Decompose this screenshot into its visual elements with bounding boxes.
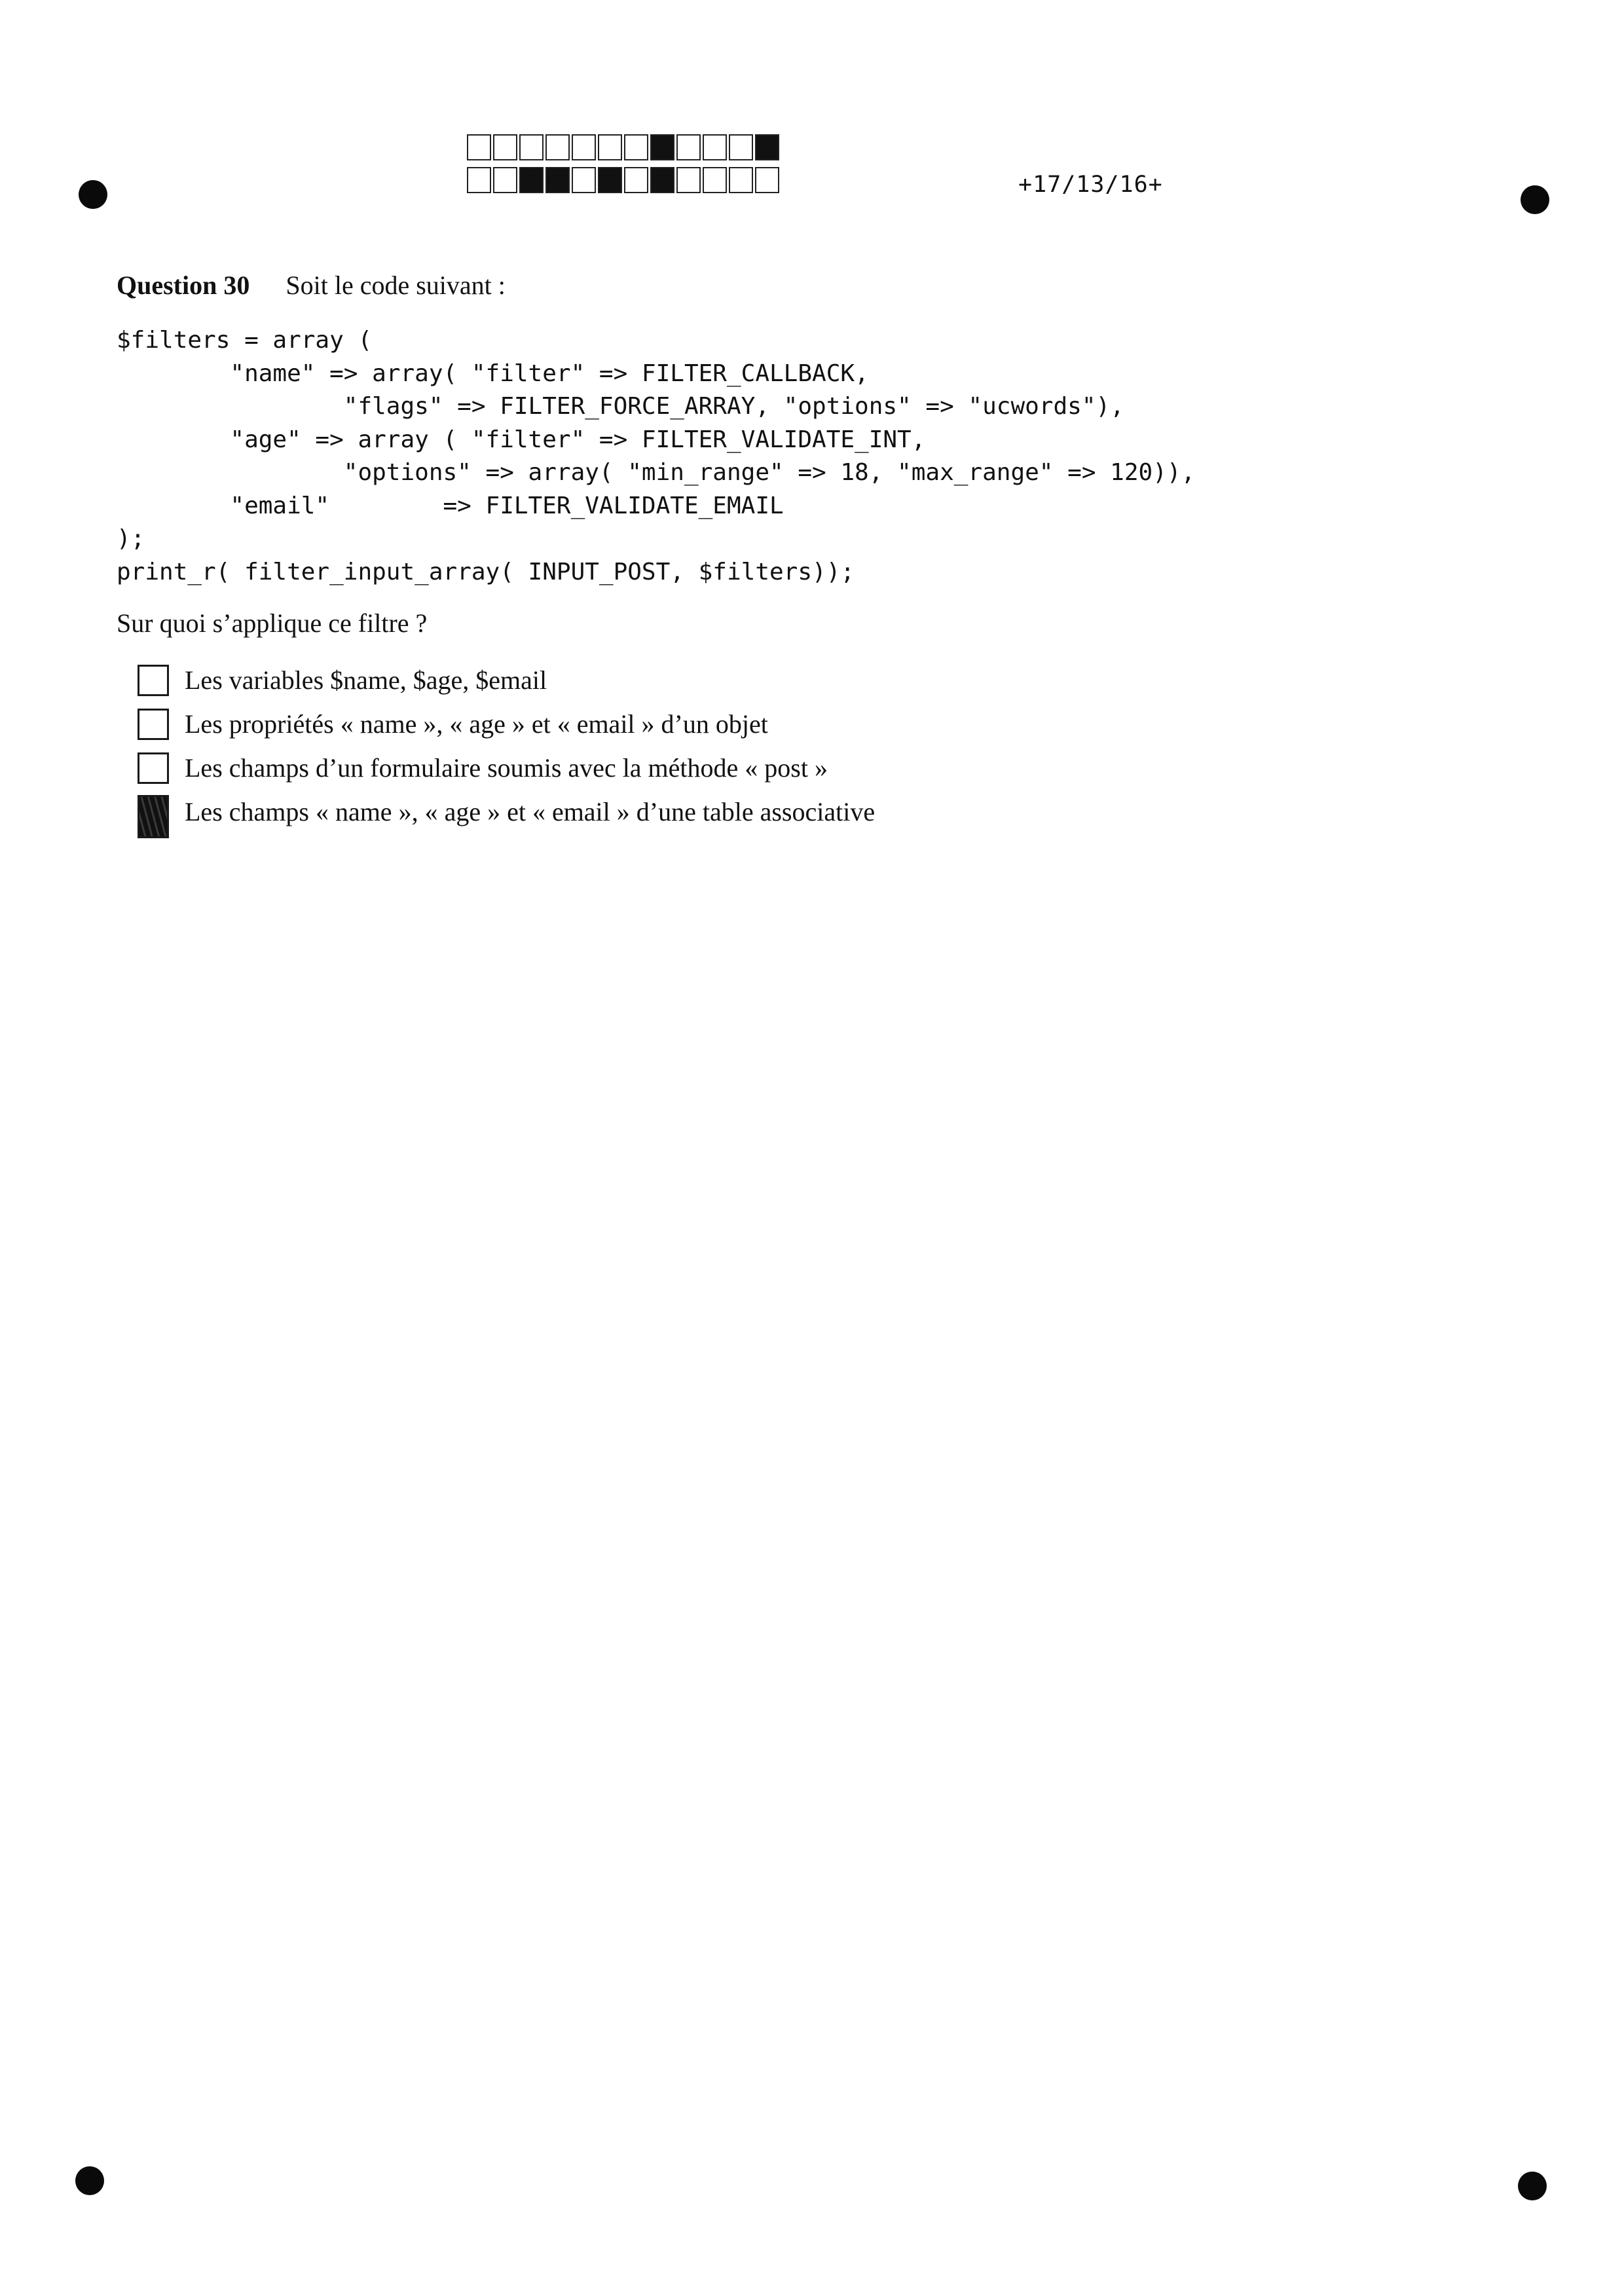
registration-mark-top-right (1521, 185, 1549, 214)
question-header (117, 270, 506, 301)
answer-option-2[interactable] (138, 702, 875, 746)
barcode-cell (467, 134, 491, 160)
barcode-cell (729, 134, 753, 160)
barcode-cell (493, 167, 517, 193)
barcode-cell (519, 134, 544, 160)
barcode-cell (676, 134, 701, 160)
registration-mark-bottom-left (75, 2166, 104, 2195)
barcode-cell (598, 134, 622, 160)
barcode-cell (545, 167, 570, 193)
answer-option-1[interactable] (138, 658, 875, 702)
answer-option-3[interactable] (138, 746, 875, 790)
answer-checkbox[interactable] (138, 752, 169, 784)
barcode-cell (624, 167, 648, 193)
question-number: Question 30 (117, 270, 250, 300)
barcode-row-1 (467, 134, 781, 160)
question-intro: Soit le code suivant : (286, 270, 506, 300)
barcode-cell (703, 134, 727, 160)
barcode-row-2 (467, 167, 781, 193)
barcode-cell (598, 167, 622, 193)
answer-label: Les variables $name, $age, $email (185, 665, 547, 695)
barcode-cell (572, 134, 596, 160)
barcode-cell (676, 167, 701, 193)
answer-checkbox[interactable] (138, 665, 169, 696)
barcode-cell (729, 167, 753, 193)
barcode-cell (493, 134, 517, 160)
copy-identifier: +17/13/16+ (1018, 172, 1163, 198)
answer-option-4[interactable] (138, 790, 875, 834)
answer-label: Les propriétés « name », « age » et « email » d’un objet (185, 709, 768, 739)
barcode-cell (755, 134, 779, 160)
answer-checkbox[interactable] (138, 709, 169, 740)
barcode-cell (519, 167, 544, 193)
barcode-cell (650, 167, 674, 193)
answer-label: Les champs d’un formulaire soumis avec la méthode « post » (185, 753, 828, 783)
answer-checkbox[interactable] (138, 795, 169, 838)
answer-list (138, 658, 875, 834)
registration-mark-bottom-right (1518, 2172, 1547, 2200)
code-block: $filters = array ( "name" => array( "filter" => FILTER_CALLBACK, "flags" => FILTER_FORCE_ARRAY, "options" => "ucwords"), "age" => array ( "filter" => FILTER_VALIDATE_INT, "options" => array( "min_range" => 18, "max_range" => 120)), "email" => FILTER_VALIDATE_EMAIL ); print_r( filter_input_array( INPUT_POST, $filters)); (117, 327, 1196, 585)
barcode-cell (755, 167, 779, 193)
question-prompt: Sur quoi s’applique ce filtre ? (117, 608, 428, 638)
page-barcode (467, 134, 781, 200)
barcode-cell (572, 167, 596, 193)
barcode-cell (650, 134, 674, 160)
barcode-cell (703, 167, 727, 193)
barcode-cell (624, 134, 648, 160)
registration-mark-top-left (79, 180, 107, 209)
answer-label: Les champs « name », « age » et « email » d’une table associative (185, 797, 876, 826)
barcode-cell (545, 134, 570, 160)
barcode-cell (467, 167, 491, 193)
